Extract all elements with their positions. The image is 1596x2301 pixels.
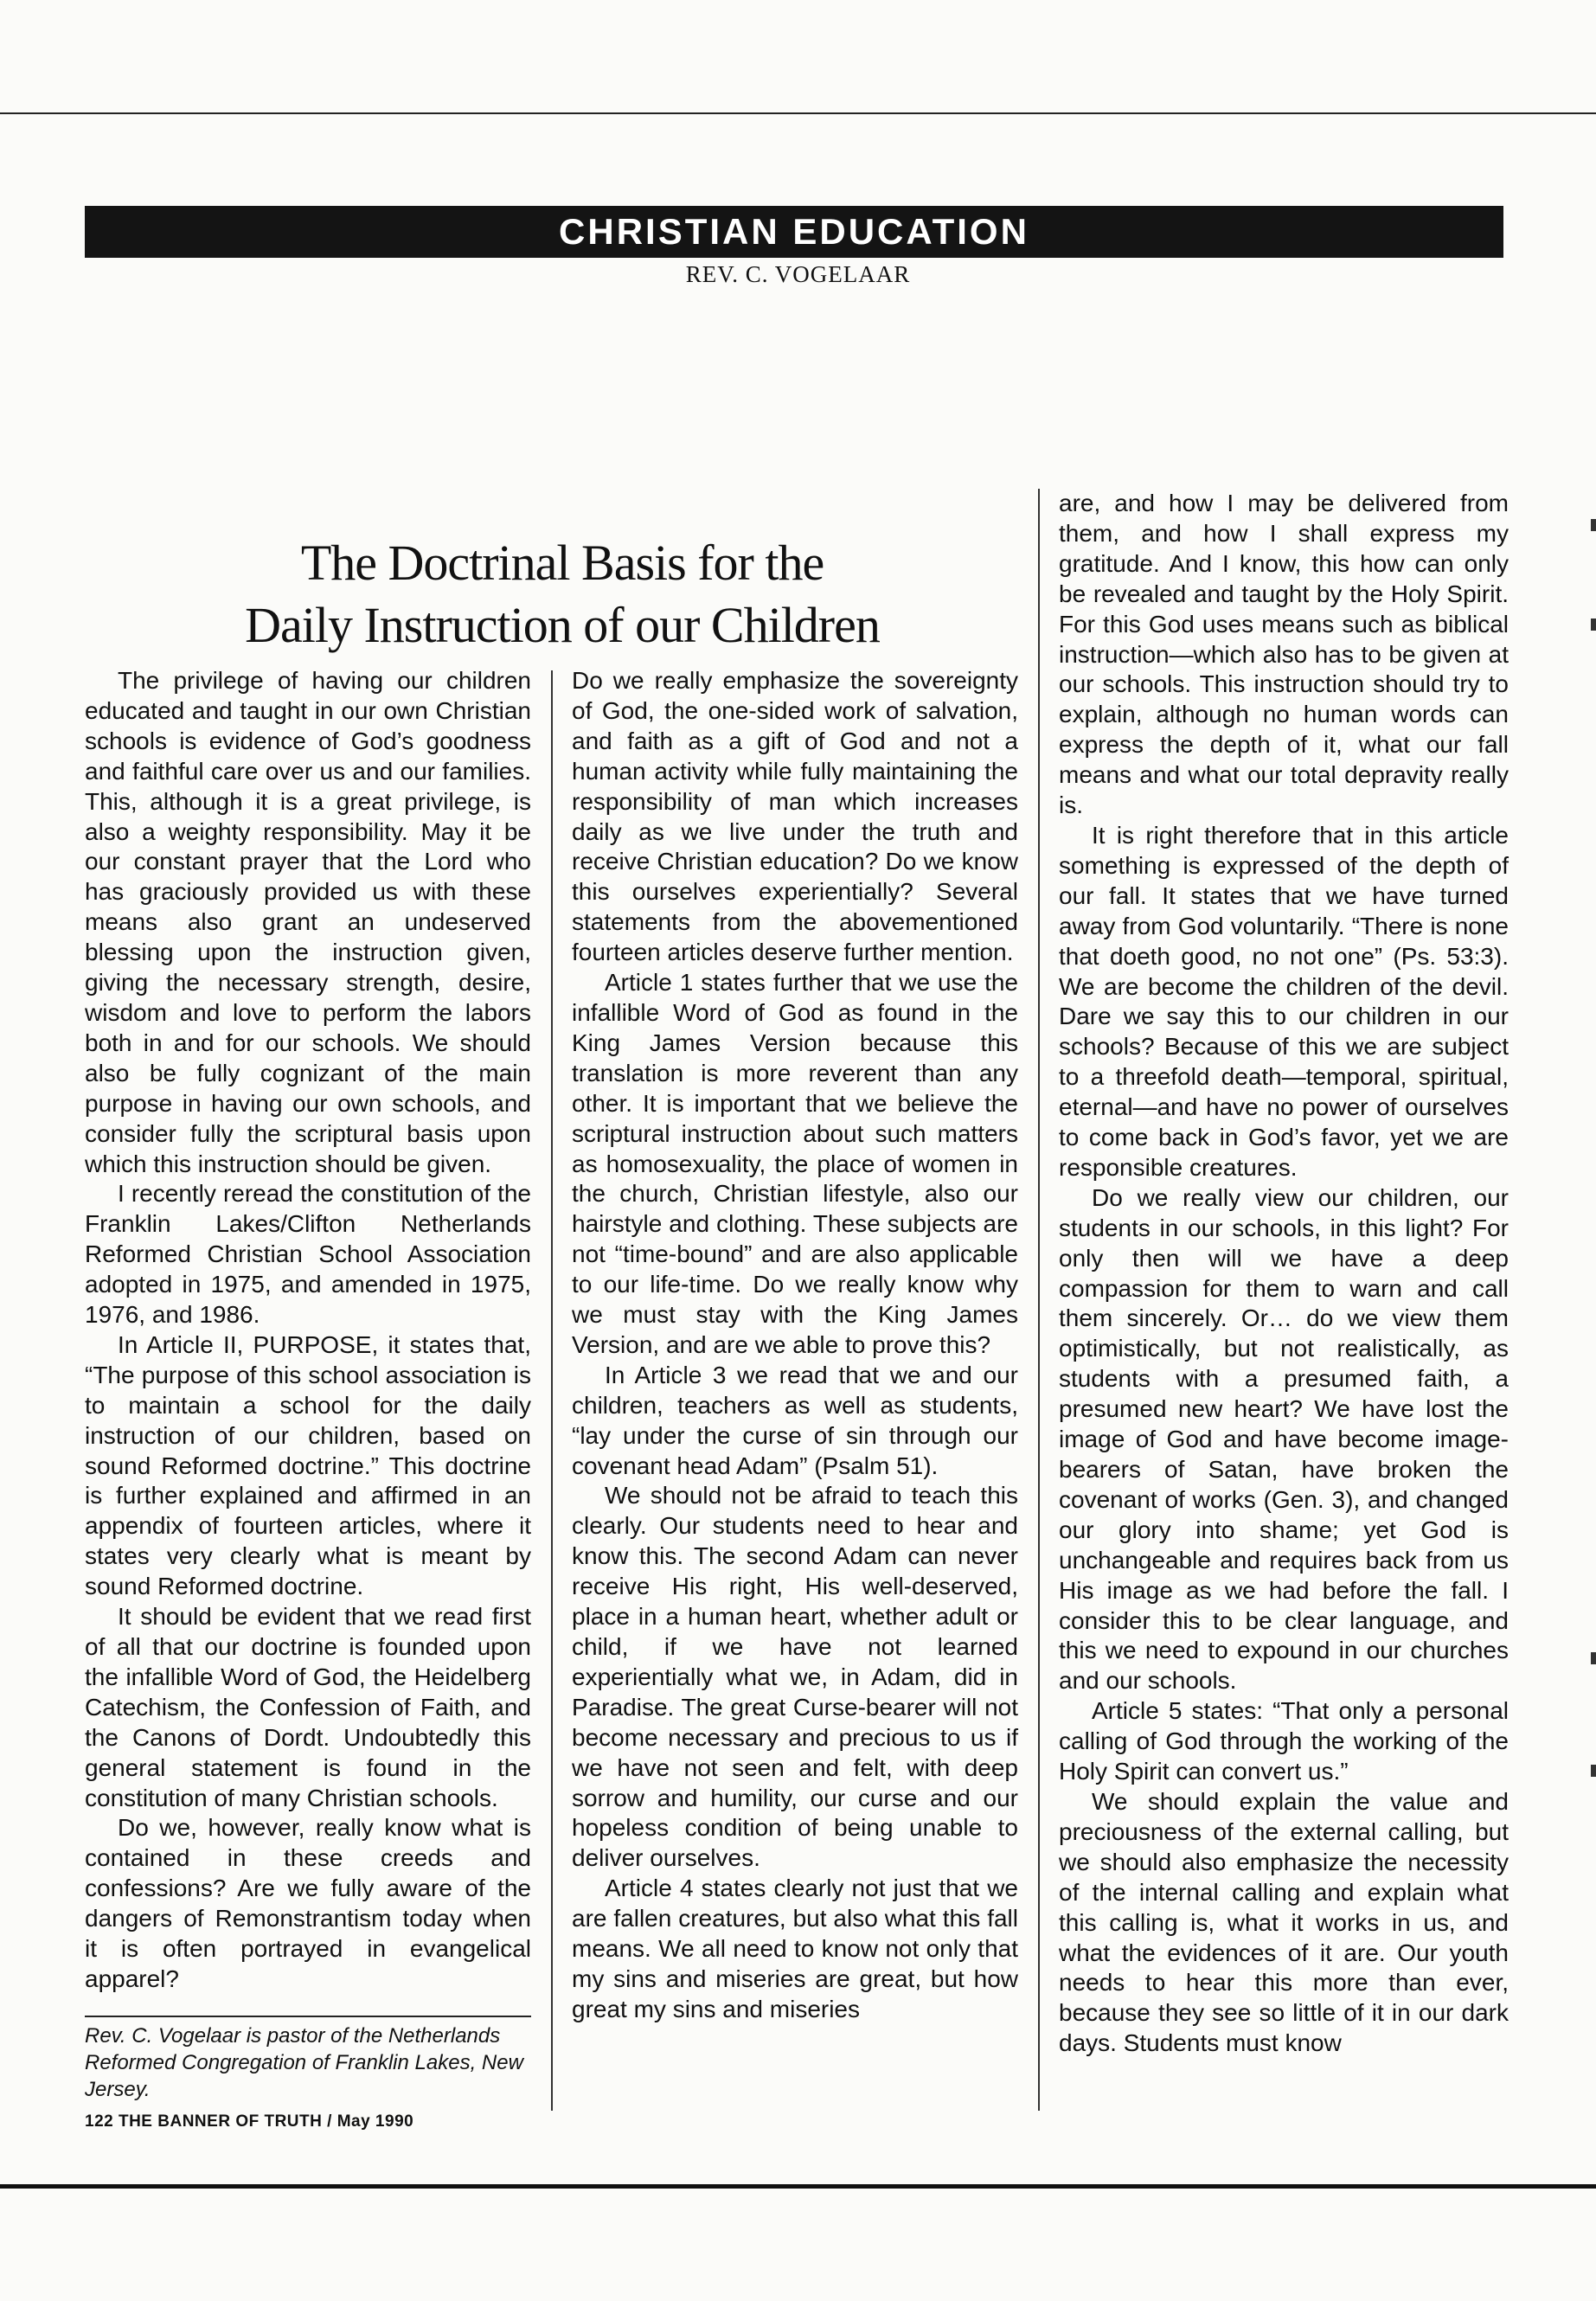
article-title — [173, 532, 952, 657]
paragraph: are, and how I may be delivered from them, and how I shall express my gratitude. And I know, this how can only be revealed and taught by the Holy Spirit. For this God uses means such as biblical instruction—which also has to be given at our schools. This instruction should try to explain, although no human words can express the depth of it, what our fall means and what our total depravity really is. — [1059, 490, 1509, 819]
paragraph: It is right therefore that in this article something is expressed of the depth of our fall. It states that we have turned away from God voluntarily. “There is none that doeth good, no not one” (Ps. 53:3). We are become the children of the devil. Dare we say this to our children in our schools? Because of this we are subject to a threefold death—temporal, spiritual, eternal—and have no power of ourselves to come back in God’s favor, yet we are responsible creatures. — [1059, 821, 1509, 1181]
margin-mark — [1591, 619, 1596, 631]
author-byline: REV. C. VOGELAAR — [685, 261, 911, 287]
column-divider — [551, 670, 553, 2111]
margin-mark — [1591, 1652, 1596, 1664]
footnote-divider — [85, 2016, 531, 2017]
title-line-1: The Doctrinal Basis for the — [300, 535, 824, 591]
title-line-2: Daily Instruction of our Children — [245, 597, 880, 653]
paragraph: We should not be afraid to teach this clearly. Our students need to hear and know this. The second Adam can never receive His right, His well-deserved, place in a human heart, whether adult or child, if we have not learned experientially what we, in Adam, did in Paradise. The great Curse-bearer will not become necessary and precious to us if we have not seen and felt, with deep sorrow and humility, our curse and our hopeless condition of being unable to deliver ourselves. — [572, 1482, 1018, 1872]
author-footnote: Rev. C. Vogelaar is pastor of the Netherlands Reformed Congregation of Franklin Lakes, New Jersey. — [85, 2024, 523, 2101]
page-footer: 122 THE BANNER OF TRUTH / May 1990 — [85, 2112, 414, 2131]
column-2 — [572, 666, 1018, 2025]
margin-mark — [1591, 1765, 1596, 1777]
paragraph: The privilege of having our children educated and taught in our own Christian schools is evidence of God’s goodness and faithful care over us and our families. This, although it is a great privilege, is also a weighty responsibility. May it be our constant prayer that the Lord who has graciously provided us with these means also grant an undeserved blessing upon the instruction given, giving the necessary strength, desire, wisdom and love to perform the labors both in and for our schools. We should also be fully cognizant of the main purpose in having our own schools, and consider fully the scriptural basis upon which this instruction should be given. — [85, 667, 531, 1177]
margin-mark — [1591, 519, 1596, 531]
section-banner: CHRISTIAN EDUCATION — [85, 206, 1503, 258]
paragraph: I recently reread the constitution of the Franklin Lakes/Clifton Netherlands Reformed Christian School Association adopted in 1975, and amended in 1975, 1976, and 1986. — [85, 1180, 531, 1329]
column-3 — [1059, 489, 1509, 2059]
column-divider — [1038, 489, 1040, 2111]
paragraph: Do we, however, really know what is contained in these creeds and confessions? Are we fully aware of the dangers of Remonstrantism today when it is often portrayed in evangelical apparel? — [85, 1814, 531, 1992]
paragraph: We should explain the value and preciousness of the external calling, but we should also emphasize the necessity of the internal calling and explain what this calling is, what it works in us, and what the evidences of it are. Our youth needs to hear this more than ever, because they see so little of it in our dark days. Students must know — [1059, 1787, 1509, 2057]
paragraph: It should be evident that we read first of all that our doctrine is founded upon the infallible Word of God, the Heidelberg Catechism, the Confession of Faith, and the Canons of Dordt. Undoubtedly this general statement is found in the constitution of many Christian schools. — [85, 1603, 531, 1811]
paragraph: In Article II, PURPOSE, it states that, “The purpose of this school association is to maintain a school for the daily instruction of our children, based on sound Reformed doctrine.” This doctrine is further explained and affirmed in an appendix of fourteen articles, where it states very clearly what is meant by sound Reformed doctrine. — [85, 1330, 531, 1600]
paragraph: Do we really emphasize the sovereignty of God, the one-sided work of salvation, and faith as a gift of God and not a human activity while fully maintaining the responsibility of man which increases daily as we live under the truth and receive Christian education? Do we know this ourselves experientially? Several statements from the abovementioned fourteen articles deserve further mention. — [572, 667, 1018, 966]
paragraph: Article 1 states further that we use the infallible Word of God as found in the King James Version because this translation is more reverent than any other. It is important that we believe the scriptural instruction about such matters as homosexuality, the place of women in the church, Christian lifestyle, also our hairstyle and clothing. These subjects are not “time-bound” and are also applicable to our life-time. Do we really know why we must stay with the King James Version, and are we able to prove this? — [572, 969, 1018, 1358]
paragraph: Do we really view our children, our students in our schools, in this light? For only then will we have a deep compassion for them to warn and call them sincerely. Or… do we view them optimistically, but not realistically, as students with a presumed faith, a presumed new heart? We have lost the image of God and have become image-bearers of Satan, have broken the covenant of works (Gen. 3), and changed our glory into shame; yet God is unchangeable and requires back from us His image as we had before the fall. I consider this to be clear language, and this we need to expound in our churches and our schools. — [1059, 1183, 1509, 1695]
paragraph: Article 5 states: “That only a personal calling of God through the working of the Holy Spirit can convert us.” — [1059, 1697, 1509, 1785]
column-1 — [85, 666, 531, 1995]
paragraph: Article 4 states clearly not just that we are fallen creatures, but also what this fall means. We all need to know not only that my sins and miseries are great, but how great my sins and miseries — [572, 1875, 1018, 2022]
paragraph: In Article 3 we read that we and our children, teachers as well as students, “lay under the curse of sin through our covenant head Adam” (Psalm 51). — [572, 1361, 1018, 1479]
